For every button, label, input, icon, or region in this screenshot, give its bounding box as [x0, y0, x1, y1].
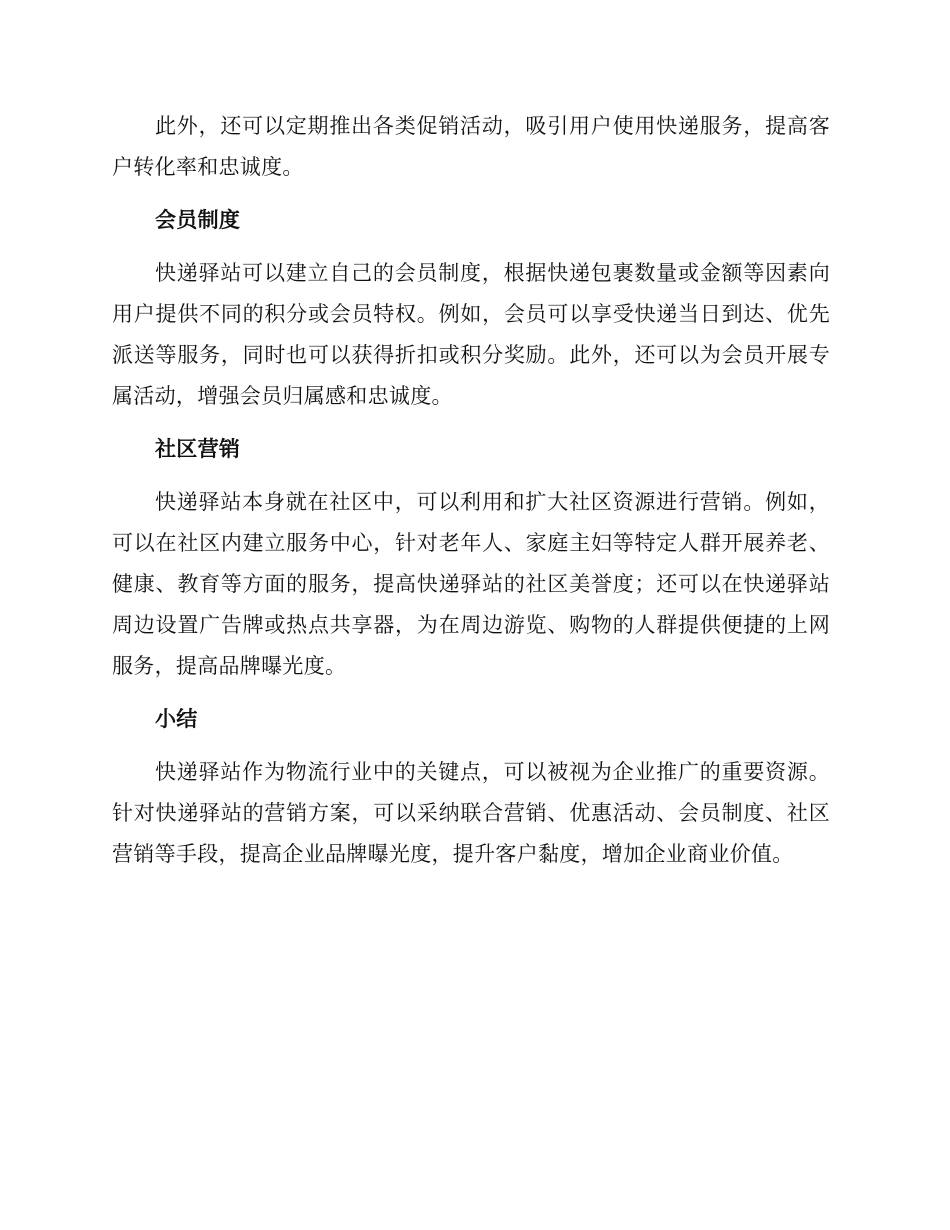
paragraph-community-marketing: 快递驿站本身就在社区中，可以利用和扩大社区资源进行营销。例如，可以在社区内建立服务中心，针对老年人、家庭主妇等特定人群开展养老、健康、教育等方面的服务，提高快递驿站的社区美誉度；还可以在快递驿站周边设置广告牌或热点共享器，为在周边游览、购物的人群提供便捷的上网服务，提高品牌曝光度。: [112, 490, 830, 678]
section-heading-summary: 小结: [155, 707, 198, 731]
paragraph-membership: 快递驿站可以建立自己的会员制度，根据快递包裹数量或金额等因素向用户提供不同的积分或会员特权。例如，会员可以享受快递当日到达、优先派送等服务，同时也可以获得折扣或积分奖励。此外，还可以为会员开展专属活动，增强会员归属感和忠诚度。: [112, 261, 830, 408]
section-heading-community-marketing: 社区营销: [155, 437, 241, 461]
paragraph-summary: 快递驿站作为物流行业中的关键点，可以被视为企业推广的重要资源。针对快递驿站的营销方案，可以采纳联合营销、优惠活动、会员制度、社区营销等手段，提高企业品牌曝光度，提升客户黏度，增加企业商业价值。: [112, 760, 830, 866]
paragraph-promotions: 此外，还可以定期推出各类促销活动，吸引用户使用快递服务，提高客户转化率和忠诚度。: [112, 114, 830, 179]
document-page: [112, 106, 830, 887]
section-heading-membership: 会员制度: [155, 208, 241, 232]
